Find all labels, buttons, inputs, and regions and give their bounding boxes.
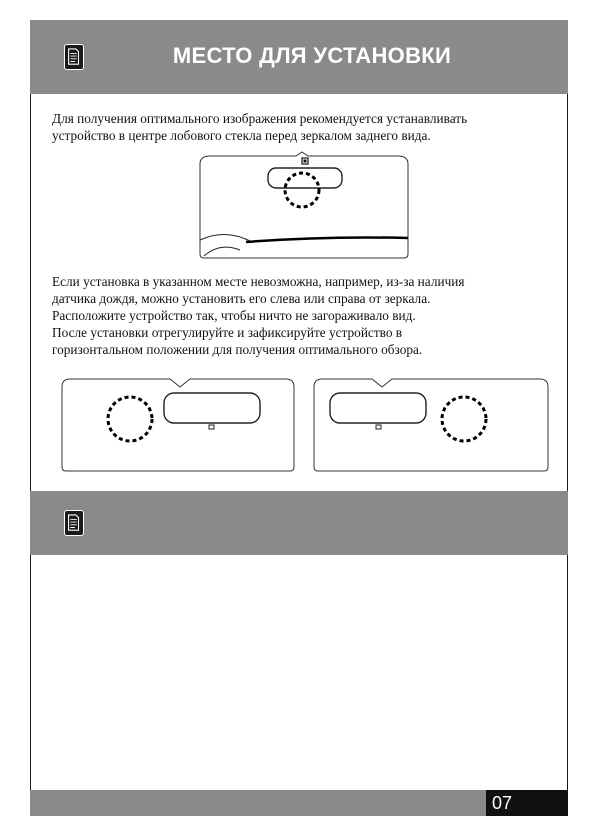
text-line: датчика дождя, можно установить его слева или справа от зеркала.: [52, 291, 431, 306]
text-line: Если установка в указанном месте невозможна, например, из-за наличия: [52, 274, 465, 289]
section-header-second: [30, 491, 568, 555]
text-line: горизонтальном положении для получения оптимального обзора.: [52, 342, 423, 357]
windshield-center-diagram: [196, 150, 412, 260]
text-line: После установки отрегулируйте и зафиксируйте устройство в: [52, 325, 403, 340]
section-header-installation: [30, 20, 568, 94]
page-footer: [30, 790, 568, 816]
text-line: устройство в центре лобового стекла перед зеркалом заднего вида.: [52, 128, 431, 143]
text-line: Расположите устройство так, чтобы ничто не загораживало вид.: [52, 308, 416, 323]
page-number: 07: [486, 790, 568, 816]
section-title: МЕСТО ДЛЯ УСТАНОВКИ: [172, 43, 452, 68]
windshield-right-diagram: [310, 375, 552, 475]
alternative-placement-paragraph: [52, 273, 558, 358]
windshield-left-diagram: [58, 375, 298, 475]
intro-paragraph: [52, 110, 558, 144]
text-line: Для получения оптимального изображения рекомендуется устанавливать: [52, 111, 468, 126]
document-icon: [64, 510, 84, 536]
